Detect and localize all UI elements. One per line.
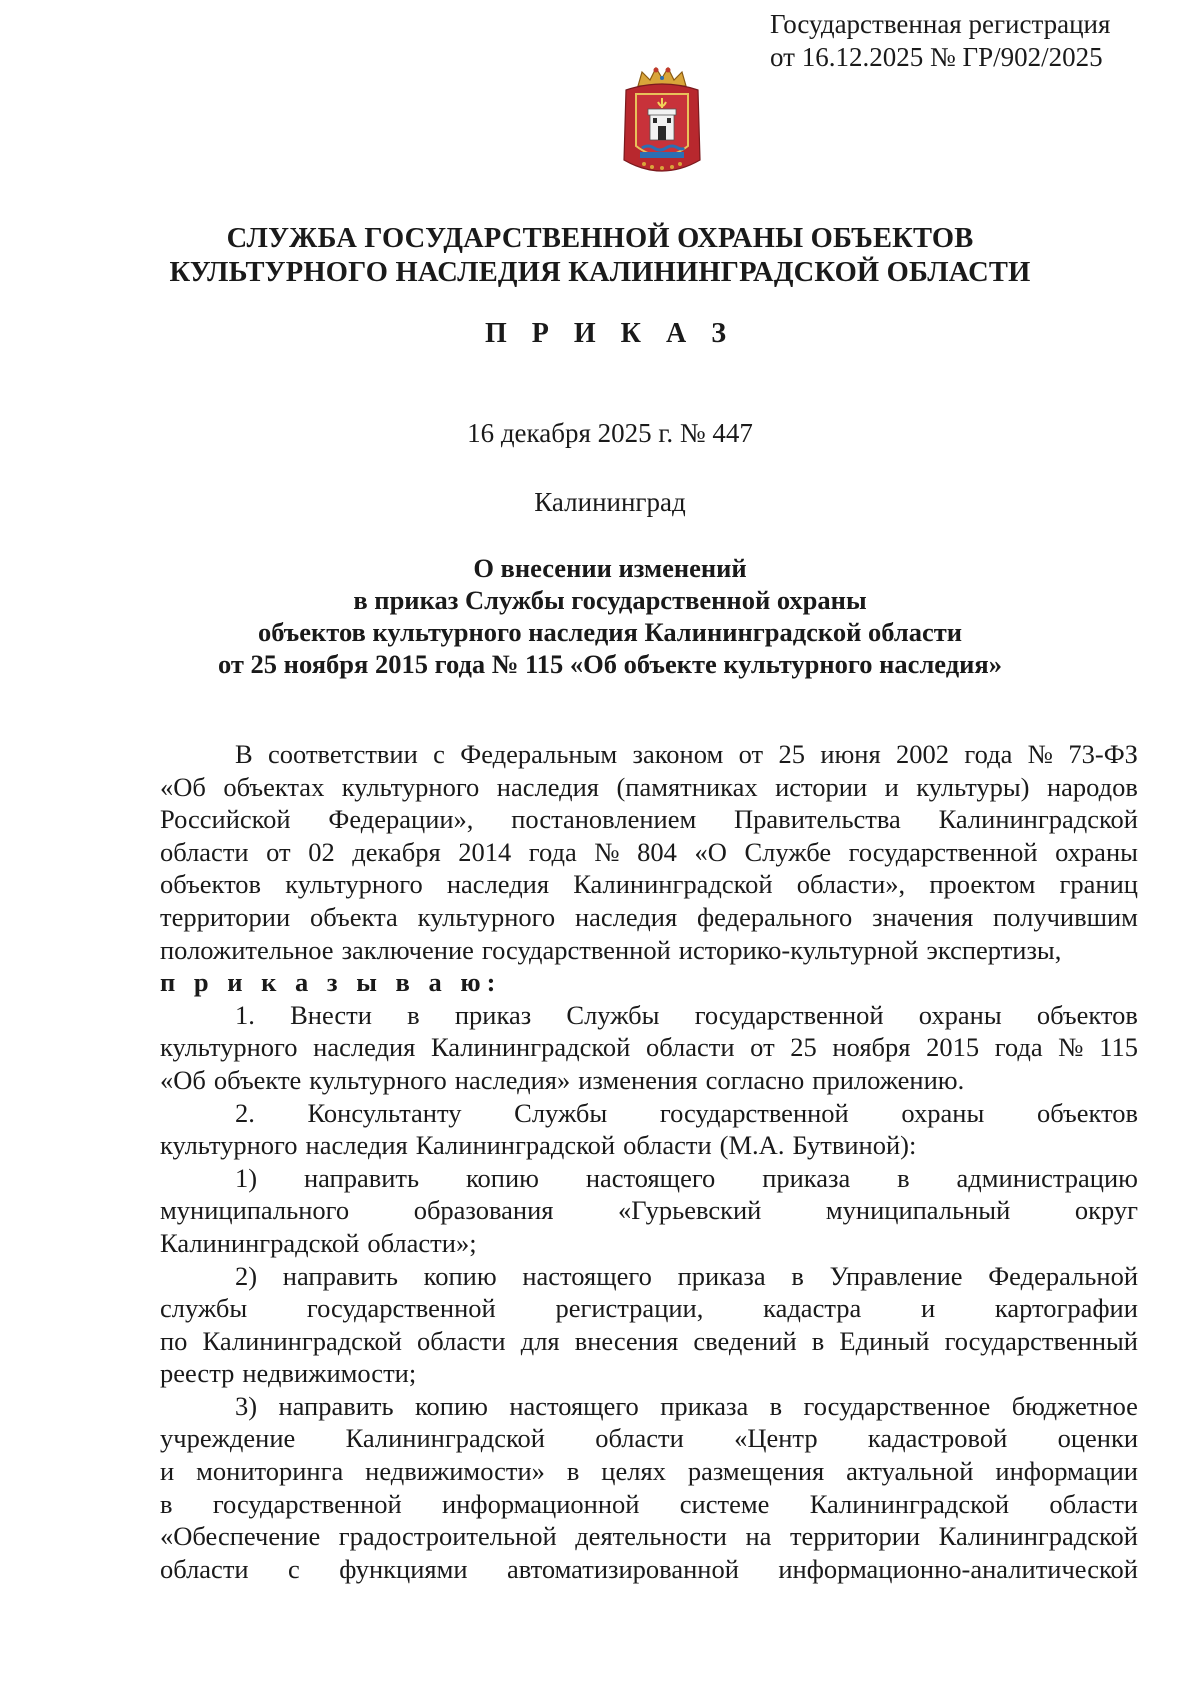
registration-stamp	[770, 8, 1190, 74]
document-subject	[0, 552, 1200, 680]
subject-line: О внесении изменений	[473, 553, 747, 583]
body-line: реестр недвижимости;	[160, 1358, 417, 1389]
body-line: В соответствии с Федеральным законом от 25 июня 2002 года № 73-ФЗ	[235, 739, 1138, 769]
body-line: «Обеспечение градостроительной деятельности на территории Калининградской	[160, 1521, 1138, 1552]
document-date-number: 16 декабря 2025 г. № 447	[467, 418, 753, 448]
body-line: культурного наследия Калининградской области (М.А. Бутвиной):	[160, 1130, 917, 1161]
body-line: 2. Консультанту Службы государственной охраны объектов	[235, 1097, 1138, 1128]
body-line: территории объекта культурного наследия федерального значения получившим	[160, 901, 1138, 932]
body-line: 1) направить копию настоящего приказа в администрацию	[235, 1162, 1138, 1193]
body-line: в государственной информационной системе Калининградской области	[160, 1488, 1138, 1519]
body-line: по Калининградской области для внесения сведений в Единый государственный	[160, 1325, 1138, 1356]
agency-line-2: КУЛЬТУРНОГО НАСЛЕДИЯ КАЛИНИНГРАДСКОЙ ОБЛАСТИ	[169, 257, 1031, 288]
body-line: п р и к а з ы в а ю:	[160, 967, 502, 998]
subject-line: от 25 ноября 2015 года № 115 «Об объекте культурного наследия»	[218, 649, 1002, 679]
document-body	[160, 738, 1138, 1585]
subject-line: в приказ Службы государственной охраны	[353, 585, 867, 615]
body-line: области с функциями автоматизированной информационно-аналитической	[160, 1553, 1138, 1584]
body-line: и мониторинга недвижимости» в целях размещения актуальной информации	[160, 1456, 1138, 1487]
body-line: «Об объекте культурного наследия» изменения согласно приложению.	[160, 1064, 965, 1095]
body-line: учреждение Калининградской области «Центр кадастровой оценки	[160, 1423, 1138, 1454]
body-line: области от 02 декабря 2014 года № 804 «О Службе государственной охраны	[160, 836, 1138, 867]
registration-line-2: от 16.12.2025 № ГР/902/2025	[770, 42, 1103, 72]
document-type: П Р И К А З	[485, 318, 735, 349]
subject-line: объектов культурного наследия Калининградской области	[257, 617, 963, 647]
coat-of-arms-icon	[620, 64, 704, 180]
body-line: объектов культурного наследия Калининградской области», проектом границ	[160, 869, 1138, 900]
body-line: муниципального образования «Гурьевский муниципальный округ	[160, 1195, 1138, 1226]
body-line: 3) направить копию настоящего приказа в государственное бюджетное	[235, 1390, 1138, 1421]
body-line: культурного наследия Калининградской области от 25 ноября 2015 года № 115	[160, 1032, 1138, 1063]
body-line: 2) направить копию настоящего приказа в Управление Федеральной	[235, 1260, 1138, 1291]
body-line: 1. Внести в приказ Службы государственной охраны объектов	[235, 999, 1138, 1030]
body-line: службы государственной регистрации, кадастра и картографии	[160, 1293, 1138, 1324]
agency-name	[0, 222, 1200, 290]
registration-line-1: Государственная регистрация	[770, 9, 1111, 39]
body-line: Российской Федерации», постановлением Правительства Калининградской	[160, 804, 1138, 835]
document-city: Калининград	[534, 487, 686, 517]
body-line: «Об объектах культурного наследия (памятниках истории и культуры) народов	[160, 771, 1138, 802]
body-line: Калининградской области»;	[160, 1227, 477, 1258]
agency-line-1: СЛУЖБА ГОСУДАРСТВЕННОЙ ОХРАНЫ ОБЪЕКТОВ	[226, 223, 974, 254]
body-line: положительное заключение государственной историко-культурной экспертизы,	[160, 934, 1062, 965]
